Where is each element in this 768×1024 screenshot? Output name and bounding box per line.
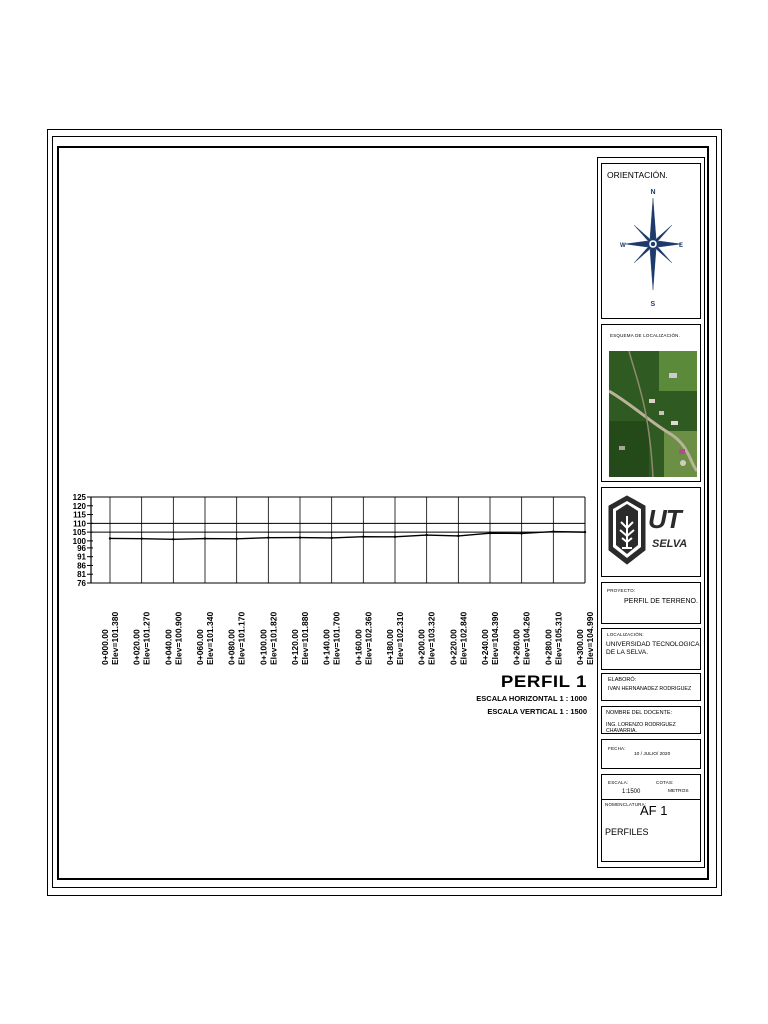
project-cell	[601, 582, 701, 624]
scale-value: 1:1500	[622, 789, 641, 795]
station-elevation-label: Elev=101.820	[268, 611, 279, 665]
station-elevation-label: Elev=104.260	[521, 611, 532, 665]
localization-value: UNIVERSIDAD TECNOLOGICA DE LA SELVA.	[606, 641, 700, 656]
station-point	[362, 536, 364, 538]
localization-cell	[601, 628, 701, 670]
scale-nomenclature-cell	[601, 774, 701, 862]
project-value: PERFIL DE TERRENO.	[624, 598, 698, 605]
compass-n-label: N	[650, 189, 656, 196]
y-tick-label: 105	[72, 528, 86, 538]
scale-divider	[602, 799, 700, 800]
date-label: FECHA:	[608, 746, 626, 751]
station-chainage-label: 0+240.00	[480, 629, 490, 665]
teacher-cell	[601, 706, 701, 734]
station-chainage-label: 0+160.00	[353, 629, 364, 665]
y-tick-label: 125	[72, 493, 86, 502]
nomenclature-value: AF 1	[640, 803, 668, 818]
station-elevation-label: Elev=101.880	[300, 611, 310, 665]
project-label: PROYECTO:	[607, 588, 636, 593]
station-point	[394, 536, 396, 538]
station-point	[584, 531, 586, 533]
station-chainage-label: 0+300.00	[575, 629, 585, 665]
station-elevation-label: Elev=103.320	[426, 611, 437, 665]
station-chainage-label: 0+020.00	[131, 629, 142, 665]
station-point	[109, 537, 111, 539]
station-chainage-label: 0+060.00	[195, 629, 205, 665]
logo-cell	[601, 487, 701, 577]
north-arrow-compass-icon	[620, 182, 686, 312]
station-point	[172, 538, 174, 540]
y-tick-label: 100	[72, 536, 86, 546]
author-label: ELABORÓ:	[608, 677, 637, 683]
station-point	[520, 532, 522, 534]
nomenclature-label: NOMENCLATURA:	[605, 802, 647, 807]
station-point	[299, 536, 301, 538]
station-chainage-label: 0+100.00	[258, 629, 269, 665]
station-elevation-label: Elev=101.700	[331, 611, 342, 665]
station-elevation-label: Elev=102.360	[363, 611, 374, 665]
y-tick-label: 120	[72, 501, 86, 511]
station-elevation-label: Elev=102.840	[458, 611, 469, 665]
y-tick-label: 115	[73, 510, 86, 520]
station-point	[489, 532, 491, 534]
orientation-label: ORIENTACIÓN.	[607, 170, 668, 180]
station-chainage-label: 0+280.00	[543, 629, 554, 665]
scale-label: ESCALA:	[608, 780, 629, 785]
logo-selva-text: SELVA	[652, 538, 688, 550]
y-tick-label: 96	[77, 543, 86, 553]
station-point	[457, 535, 459, 537]
horizontal-scale-text: ESCALA HORIZONTAL 1 : 1000	[476, 694, 587, 703]
station-elevation-label: Elev=101.270	[141, 611, 152, 665]
y-tick-label: 110	[73, 519, 86, 529]
compass-e-label: E	[679, 243, 684, 249]
compass-s-label: S	[650, 301, 656, 308]
localization-label: LOCALIZACIÓN:	[607, 632, 644, 637]
station-elevation-label: Elev=104.390	[490, 611, 500, 665]
location-map-cell	[601, 324, 701, 482]
station-chainage-label: 0+000.00	[100, 629, 110, 665]
station-chainage-label: 0+080.00	[226, 629, 237, 665]
station-point	[330, 537, 332, 539]
teacher-value: ING. LORENZO RODRIGUEZ CHAVARRIA.	[606, 722, 676, 734]
station-point	[140, 537, 142, 539]
y-tick-label: 76	[77, 579, 86, 588]
station-point	[204, 537, 206, 539]
author-cell	[601, 673, 701, 701]
orientation-cell	[601, 163, 701, 319]
vertical-scale-text: ESCALA VERTICAL 1 : 1500	[487, 707, 587, 716]
station-chainage-label: 0+220.00	[448, 629, 459, 665]
station-elevation-label: Elev=104.990	[585, 611, 595, 665]
date-cell	[601, 739, 701, 769]
station-elevation-label: Elev=101.380	[110, 611, 120, 665]
profile-title: PERFIL 1	[500, 672, 587, 691]
station-elevation-label: Elev=100.900	[173, 611, 184, 665]
station-chainage-label: 0+180.00	[385, 629, 395, 665]
y-tick-label: 81	[77, 570, 86, 580]
station-chainage-label: 0+200.00	[416, 629, 427, 665]
station-chainage-label: 0+120.00	[290, 629, 300, 665]
profile-title-block	[470, 672, 587, 694]
terrain-profile-line	[110, 532, 585, 540]
units-value: METROS	[668, 789, 689, 794]
station-elevation-label: Elev=105.310	[553, 611, 564, 665]
sheet-name: PERFILES	[605, 827, 649, 837]
station-point	[235, 538, 237, 540]
station-elevation-label: Elev=102.310	[395, 611, 405, 665]
y-tick-label: 91	[77, 552, 86, 562]
station-point	[425, 534, 427, 536]
station-point	[267, 536, 269, 538]
date-value: 10 / JULIO/ 2020	[634, 752, 671, 757]
author-value: IVAN HERNANADEZ RODRIGUEZ	[608, 686, 692, 692]
logo-ut-text: UT	[648, 504, 681, 534]
y-tick-label: 86	[77, 561, 86, 571]
teacher-label: NOMBRE DEL DOCENTE:	[606, 710, 673, 716]
station-elevation-label: Elev=101.170	[236, 611, 247, 665]
station-point	[552, 530, 554, 532]
compass-w-label: W	[620, 243, 626, 249]
station-chainage-label: 0+260.00	[511, 629, 522, 665]
satellite-map-image	[609, 351, 697, 477]
location-map-label: ESQUEMA DE LOCALIZACIÓN.	[610, 333, 681, 338]
station-chainage-label: 0+140.00	[321, 629, 332, 665]
station-chainage-label: 0+040.00	[163, 629, 174, 665]
station-elevation-label: Elev=101.340	[205, 611, 215, 665]
units-label: COTAS:	[656, 780, 674, 785]
